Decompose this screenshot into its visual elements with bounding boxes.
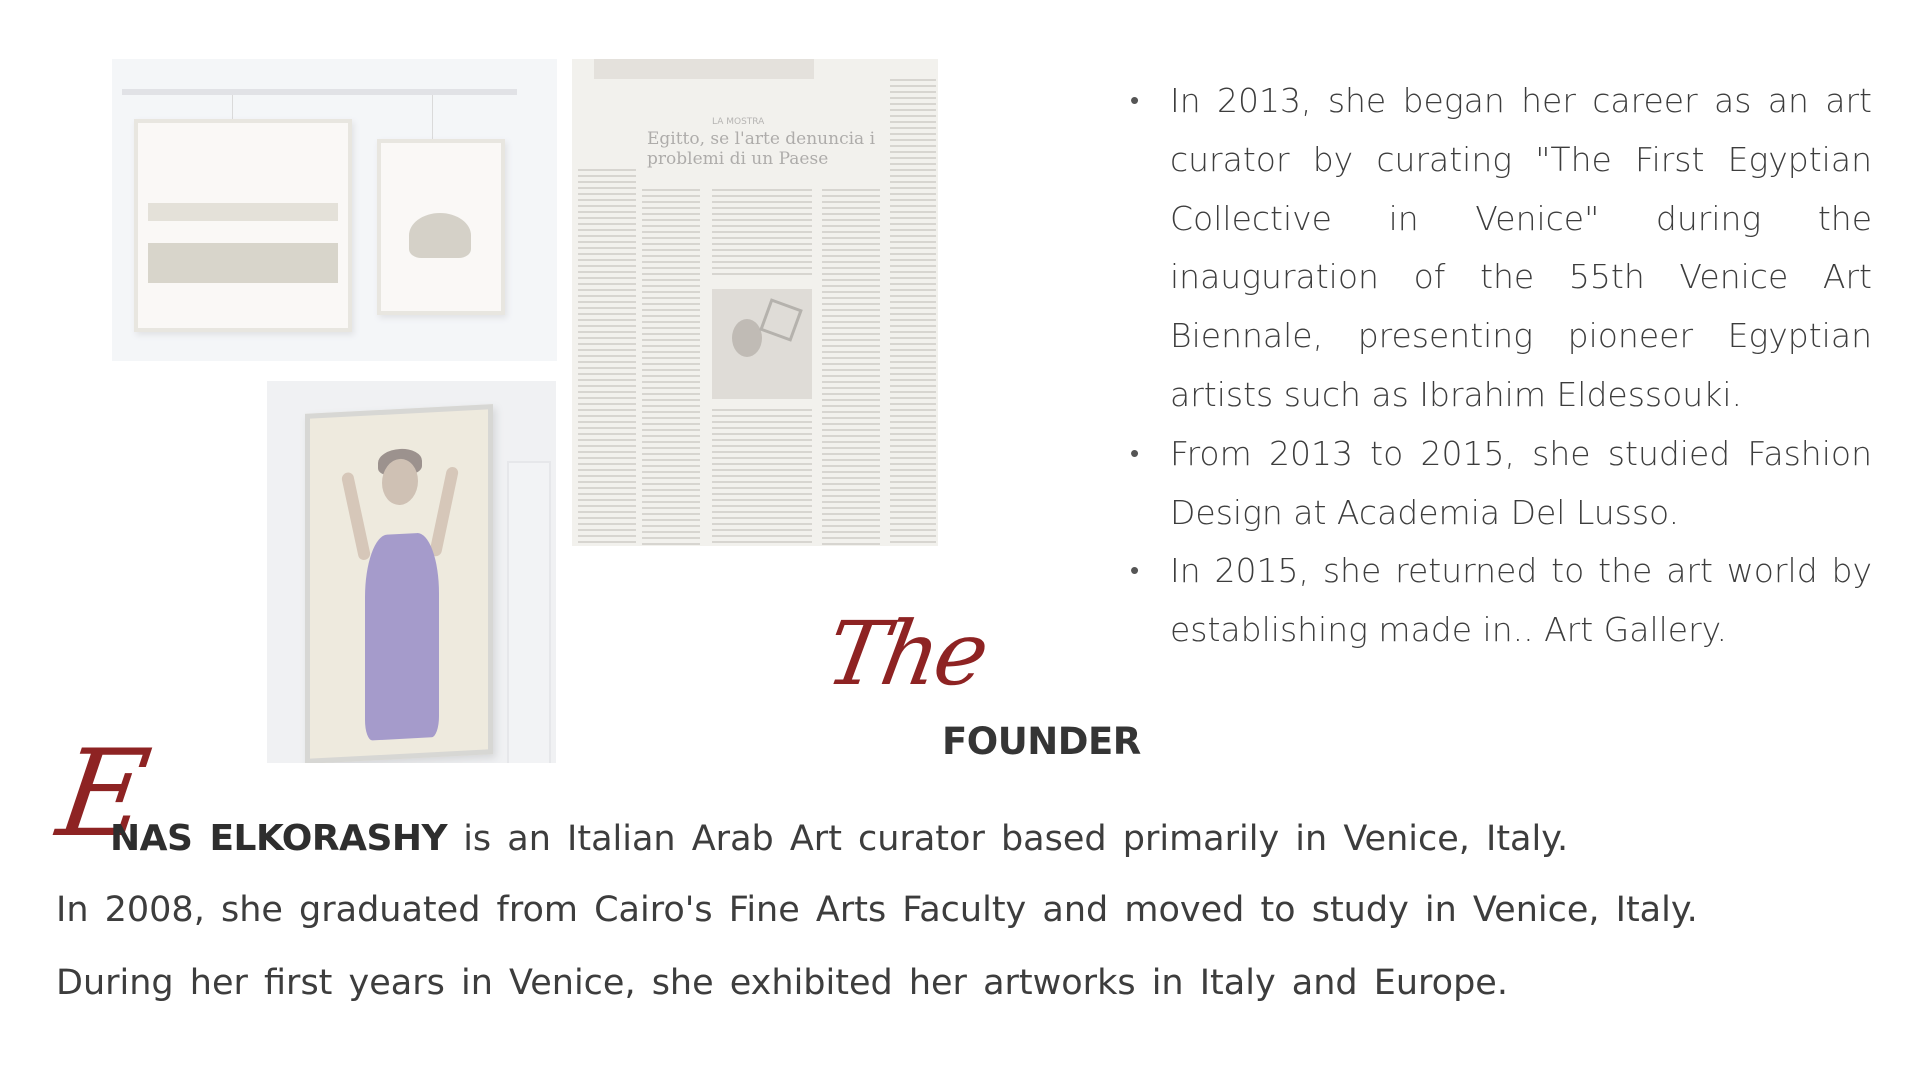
bio-line: In 2008, she graduated from Cairo's Fine Arts Faculty and moved to study in Venice, Italy. [56,890,1698,930]
bullet-dot-icon: • [1130,556,1140,587]
newspaper-section: LA MOSTRA [712,117,765,127]
gallery-wall-photo [112,59,557,361]
newspaper-clipping-photo [572,59,938,546]
woman-portrait-painting [305,404,493,763]
bio-text: is an Italian Arab Art curator based primarily in Venice, Italy. [447,819,1569,859]
bio-line [110,818,1568,859]
painted-arm [341,471,371,561]
bio-line: During her first years in Venice, she exhibited her artworks in Italy and Europe. [56,963,1508,1003]
painting-exhibit-photo [267,381,556,763]
painted-head [382,458,418,506]
bush-shape [409,213,471,258]
newspaper-column [712,409,812,546]
portrait-frame-shape [759,298,803,342]
bullet-text: In 2015, she returned to the art world by establishing made in.. Art Gallery. [1170,551,1872,650]
career-bullet-list [1130,72,1872,660]
gallery-door [507,461,551,763]
bullet-text: From 2013 to 2015, she studied Fashion Design at Academia Del Lusso. [1170,433,1872,532]
landscape-artwork [134,119,352,332]
bullet-item [1130,542,1872,660]
founder-name: NAS ELKORASHY [110,818,448,859]
bullet-dot-icon: • [1130,438,1140,469]
newspaper-column [890,79,936,546]
heading-founder: FOUNDER [942,720,1141,763]
bullet-text: In 2013, she began her career as an art curator by curating "The First Egyptian Collective in Venice" during the inauguration of the 55th Venice Art Biennale, presenting pioneer Egyptian artists such as Ibrahim Eldessouki. [1170,81,1872,414]
landscape-band [148,243,338,283]
newspaper-headline: Egitto, se l'arte denuncia i problemi di un Paese [647,129,876,169]
bio-initial-letter: E [50,725,158,864]
newspaper-column [642,189,700,546]
bullet-item [1130,425,1872,543]
newspaper-masthead [594,59,814,79]
bush-artwork [377,139,505,315]
portrait-face [732,319,762,357]
bullet-dot-icon: • [1130,86,1140,116]
hanging-wire [432,95,433,143]
heading-script-the: The [819,602,993,705]
landscape-band [148,203,338,221]
newspaper-column [712,189,812,279]
bullet-item [1130,72,1872,425]
newspaper-column [822,189,880,546]
purple-dress [365,532,439,741]
newspaper-column [578,169,636,546]
painted-arm [429,466,459,557]
newspaper-portrait-photo [712,289,812,399]
hanging-rail [122,89,517,95]
